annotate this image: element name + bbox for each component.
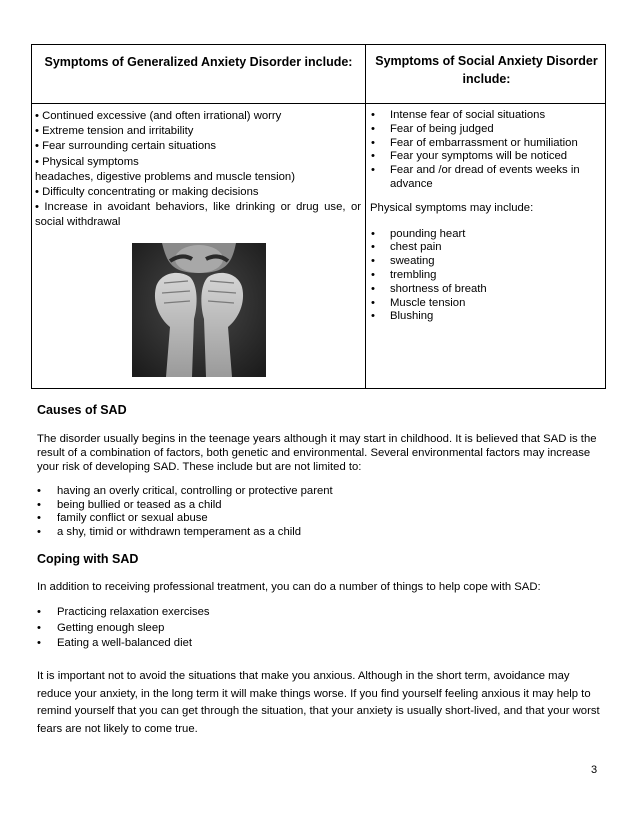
bullet-icon: • <box>371 164 375 177</box>
list-item: • Blushing <box>371 310 434 323</box>
anxious-person-photo <box>132 243 266 377</box>
coping-heading: Coping with SAD <box>37 552 139 566</box>
list-item: • Muscle tension <box>371 296 466 309</box>
gad-line: • Physical symptoms <box>35 155 139 168</box>
gad-line: • Increase in avoidant behaviors, like drinking or drug use, or social withdrawal <box>35 201 361 229</box>
anxious-person-illustration <box>132 243 266 377</box>
bullet-icon: • <box>37 512 41 524</box>
gad-symptoms-cell <box>35 109 361 231</box>
header-divider <box>32 103 605 104</box>
sad-symptom-list <box>370 109 602 192</box>
gad-line: • Extreme tension and irritability <box>35 125 194 138</box>
sad-header: Symptoms of Social Anxiety Disorder include: <box>375 54 598 86</box>
list-item: • shortness of breath <box>371 282 487 295</box>
list-item: • Fear of being judged <box>371 122 494 135</box>
list-item: • Eating a well-balanced diet <box>37 636 602 652</box>
coping-closing-paragraph: It is important not to avoid the situations that make you anxious. Although in the short term, avoidance may reduce your anxiety, in the long term it will make things worse. If you find yourself feeling anxious it may help to remind yourself that you can get through the situation, that your anxiety is usually short-lived, and that your worst fears are not likely to come true. <box>37 670 600 735</box>
list-item: • Getting enough sleep <box>37 621 602 637</box>
coping-list <box>37 605 602 652</box>
gad-line: • Fear surrounding certain situations <box>35 140 217 153</box>
list-item: • Intense fear of social situations <box>371 109 546 121</box>
list-item: • Practicing relaxation exercises <box>37 605 602 621</box>
list-item: • having an overly critical, controlling or protective parent <box>37 485 333 497</box>
page-number: 3 <box>591 764 598 776</box>
bullet-icon: • <box>371 255 375 268</box>
list-item: • Fear of embarrassment or humiliation <box>371 136 578 149</box>
list-item: • trembling <box>371 268 437 281</box>
bullet-icon: • <box>37 637 41 649</box>
bullet-icon: • <box>37 606 41 618</box>
bullet-icon: • <box>37 621 41 634</box>
list-item: • chest pain <box>371 241 442 254</box>
causes-paragraph: The disorder usually begins in the teenage years although it may start in childhood. It is believed that SAD is the result of a combination of factors, both genetic and environmental. Several environmental factors may increase your risk of developing SAD. These include but are not limited to: <box>37 433 597 473</box>
bullet-icon: • <box>371 122 375 135</box>
gad-line: • Difficulty concentrating or making decisions <box>35 186 259 199</box>
causes-heading: Causes of SAD <box>37 403 127 417</box>
bullet-icon: • <box>37 498 41 511</box>
list-item: • Fear your symptoms will be noticed <box>371 150 568 163</box>
physical-symptoms-intro: Physical symptoms may include: <box>370 201 534 214</box>
bullet-icon: • <box>371 296 375 309</box>
bullet-icon: • <box>371 282 375 295</box>
list-item: • family conflict or sexual abuse <box>37 512 208 524</box>
sad-symptoms-cell <box>370 109 602 324</box>
causes-list <box>37 485 602 539</box>
bullet-icon: • <box>371 150 375 163</box>
list-item: • being bullied or teased as a child <box>37 498 222 511</box>
physical-symptom-list <box>370 228 602 325</box>
list-item: • Fear and /or dread of events weeks in advance <box>371 164 580 190</box>
bullet-icon: • <box>371 310 375 323</box>
gad-line: headaches, digestive problems and muscle tension) <box>35 170 295 183</box>
bullet-icon: • <box>371 109 375 121</box>
list-item: • pounding heart <box>371 227 466 240</box>
gad-header: Symptoms of Generalized Anxiety Disorder include: <box>44 55 353 69</box>
bullet-icon: • <box>37 525 41 538</box>
bullet-icon: • <box>371 268 375 281</box>
bullet-icon: • <box>371 136 375 149</box>
symptoms-table <box>31 44 606 389</box>
bullet-icon: • <box>371 227 375 240</box>
list-item: • sweating <box>371 255 435 268</box>
coping-intro: In addition to receiving professional treatment, you can do a number of things to help cope with SAD: <box>37 581 541 593</box>
column-divider <box>365 45 366 388</box>
gad-line: • Continued excessive (and often irrational) worry <box>35 110 282 122</box>
list-item: • a shy, timid or withdrawn temperament as a child <box>37 525 302 538</box>
bullet-icon: • <box>37 485 41 497</box>
bullet-icon: • <box>371 241 375 254</box>
